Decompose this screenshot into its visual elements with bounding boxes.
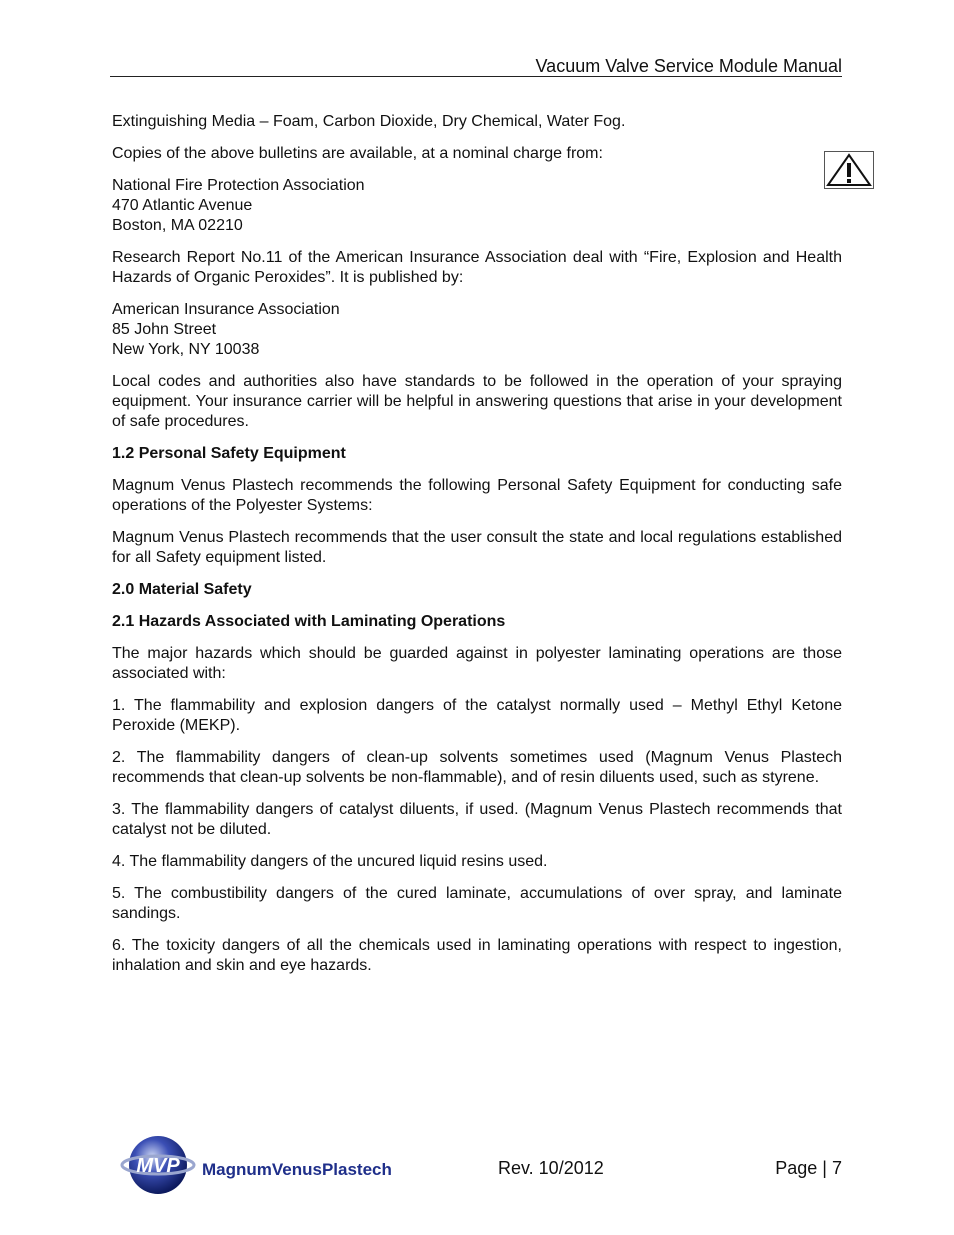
paragraph-bulletins: Copies of the above bulletins are available, at a nominal charge from: [112, 145, 603, 162]
page-number: Page | 7 [775, 1158, 842, 1178]
list-item: 1. The flammability and explosion dangers of the catalyst normally used – Methyl Ethyl Ketone Peroxide (MEKP). [112, 697, 842, 734]
heading-laminating-hazards: 2.1 Hazards Associated with Laminating Operations [112, 613, 506, 630]
heading-material-safety: 2.0 Material Safety [112, 581, 252, 598]
address-nfpa [112, 176, 842, 236]
logo-company-name: MagnumVenusPlastech [202, 1160, 392, 1179]
list-item: 6. The toxicity dangers of all the chemicals used in laminating operations with respect to ingestion, inhalation and skin and eye hazards. [112, 937, 842, 974]
paragraph-extinguishing-media: Extinguishing Media – Foam, Carbon Dioxide, Dry Chemical, Water Fog. [112, 113, 626, 130]
address-line: American Insurance Association [112, 301, 340, 318]
address-line: 85 John Street [112, 321, 217, 338]
logo-badge-text: MVP [136, 1155, 180, 1177]
list-item: 3. The flammability dangers of catalyst diluents, if used. (Magnum Venus Plastech recommends that catalyst not be diluted. [112, 801, 842, 838]
paragraph-major-hazards: The major hazards which should be guarded against in polyester laminating operations are those associated with: [112, 645, 842, 682]
list-item: 5. The combustibility dangers of the cured laminate, accumulations of over spray, and laminate sandings. [112, 885, 842, 922]
page-header-title: Vacuum Valve Service Module Manual [535, 56, 842, 76]
paragraph-regulations: Magnum Venus Plastech recommends that the user consult the state and local regulations established for all Safety equipment listed. [112, 529, 842, 566]
address-line: National Fire Protection Association [112, 177, 365, 194]
address-aia [112, 300, 842, 360]
list-item: 2. The flammability dangers of clean-up solvents sometimes used (Magnum Venus Plastech recommends that clean-up solvents be non-flammable), and of resin diluents used, such as styrene. [112, 749, 842, 786]
paragraph-safety-equipment: Magnum Venus Plastech recommends the following Personal Safety Equipment for conducting safe operations of the Polyester Systems: [112, 477, 842, 514]
address-line: New York, NY 10038 [112, 341, 260, 358]
document-body [112, 112, 842, 988]
address-line: Boston, MA 02210 [112, 217, 243, 234]
paragraph-research-report: Research Report No.11 of the American Insurance Association deal with “Fire, Explosion and Health Hazards of Organic Peroxides”. It is published by: [112, 249, 842, 286]
revision-date: Rev. 10/2012 [498, 1158, 604, 1178]
header-divider [110, 76, 842, 77]
list-item: 4. The flammability dangers of the uncured liquid resins used. [112, 853, 548, 870]
paragraph-local-codes: Local codes and authorities also have standards to be followed in the operation of your spraying equipment. Your insurance carrier will be helpful in answering questions that arise in your development of safe procedures. [112, 373, 842, 430]
address-line: 470 Atlantic Avenue [112, 197, 253, 214]
heading-personal-safety: 1.2 Personal Safety Equipment [112, 445, 346, 462]
company-logo [120, 1134, 410, 1196]
